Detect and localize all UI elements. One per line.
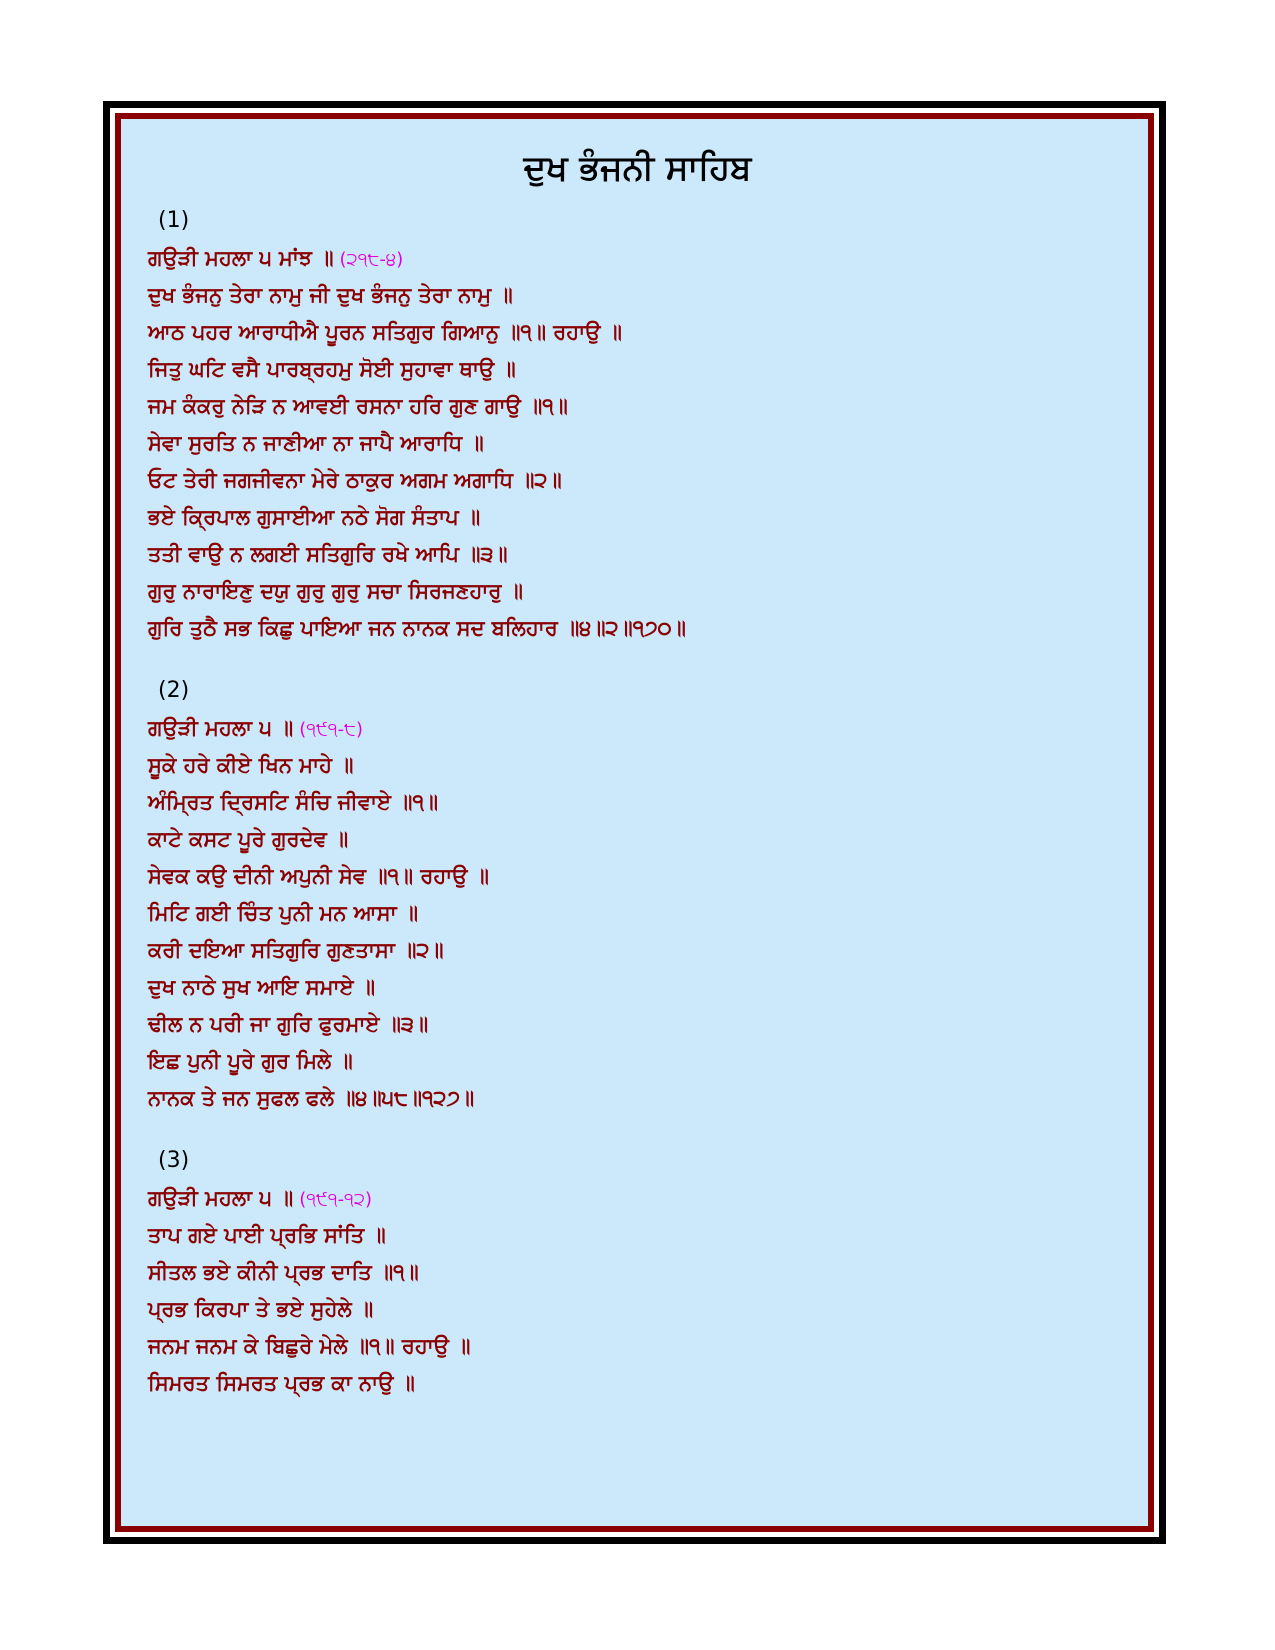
- verse-line: ਅੰਮ੍ਰਿਤ ਦ੍ਰਿਸਟਿ ਸੰਚਿ ਜੀਵਾਏ ॥੧॥: [148, 790, 439, 814]
- verse-line: ਦੁਖ ਨਾਠੇ ਸੁਖ ਆਇ ਸਮਾਏ ॥: [148, 975, 376, 999]
- heading-text: ਗਉੜੀ ਮਹਲਾ ੫ ਮਾਂਝ ॥: [148, 246, 334, 270]
- verse-line: ਜਿਤੁ ਘਟਿ ਵਸੈ ਪਾਰਬ੍ਰਹਮੁ ਸੋਈ ਸੁਹਾਵਾ ਥਾਉ ॥: [148, 357, 516, 381]
- verse-line: ਓਟ ਤੇਰੀ ਜਗਜੀਵਨਾ ਮੇਰੇ ਠਾਕੁਰ ਅਗਮ ਅਗਾਧਿ ॥੨॥: [148, 468, 562, 492]
- verse-line: ਜਮ ਕੰਕਰੁ ਨੇੜਿ ਨ ਆਵਈ ਰਸਨਾ ਹਰਿ ਗੁਣ ਗਾਉ ॥੧॥: [148, 394, 568, 418]
- verse-line: ਪ੍ਰਭ ਕਿਰਪਾ ਤੇ ਭਏ ਸੁਹੇਲੇ ॥: [148, 1297, 374, 1321]
- document-title: ਦੁਖ ਭੰਜਨੀ ਸਾਹਿਬ: [523, 148, 752, 188]
- section-number: (1): [158, 208, 190, 233]
- section-number: (2): [158, 678, 190, 703]
- shabad-section-1: [148, 202, 686, 647]
- verse-line: ਢੀਲ ਨ ਪਰੀ ਜਾ ਗੁਰਿ ਫੁਰਮਾਏ ॥੩॥: [148, 1012, 429, 1036]
- page-reference: (੧੯੧-੧੨): [299, 1189, 373, 1210]
- verse-line: ਸਿਮਰਤ ਸਿਮਰਤ ਪ੍ਰਭ ਕਾ ਨਾਉ ॥: [148, 1371, 415, 1395]
- verse-line: ਗੁਰੁ ਨਾਰਾਇਣੁ ਦਯੁ ਗੁਰੁ ਗੁਰੁ ਸਚਾ ਸਿਰਜਣਹਾਰੁ ॥: [148, 579, 523, 603]
- verse-line: ਸੇਵਕ ਕਉ ਦੀਨੀ ਅਪੁਨੀ ਸੇਵ ॥੧॥ ਰਹਾਉ ॥: [148, 864, 489, 888]
- shabad-heading: [148, 1180, 470, 1217]
- verse-line: ਇਛ ਪੁਨੀ ਪੂਰੇ ਗੁਰ ਮਿਲੇ ॥: [148, 1049, 353, 1073]
- verse-line: ਸੂਕੇ ਹਰੇ ਕੀਏ ਖਿਨ ਮਾਹੇ ॥: [148, 753, 354, 777]
- verse-line: ਦੁਖ ਭੰਜਨੁ ਤੇਰਾ ਨਾਮੁ ਜੀ ਦੁਖ ਭੰਜਨੁ ਤੇਰਾ ਨਾਮੁ ॥: [148, 283, 513, 307]
- section-number: (3): [158, 1148, 190, 1173]
- verse-line: ਜਨਮ ਜਨਮ ਕੇ ਬਿਛੁਰੇ ਮੇਲੇ ॥੧॥ ਰਹਾਉ ॥: [148, 1334, 471, 1358]
- page-reference: (੧੯੧-੮): [299, 719, 363, 740]
- verse-line: ਨਾਨਕ ਤੇ ਜਨ ਸੁਫਲ ਫਲੇ ॥੪॥੫੮॥੧੨੭॥: [148, 1086, 475, 1110]
- shabad-heading: [148, 710, 489, 747]
- shabad-section-3: [148, 1142, 470, 1402]
- verse-line: ਕਾਟੇ ਕਸਟ ਪੂਰੇ ਗੁਰਦੇਵ ॥: [148, 827, 349, 851]
- shabad-heading: [148, 240, 686, 277]
- verse-line: ਮਿਟਿ ਗਈ ਚਿੰਤ ਪੁਨੀ ਮਨ ਆਸਾ ॥: [148, 901, 419, 925]
- verse-line: ਗੁਰਿ ਤੁਠੈ ਸਭ ਕਿਛੁ ਪਾਇਆ ਜਨ ਨਾਨਕ ਸਦ ਬਲਿਹਾਰ ॥੪॥੨॥੧੭੦॥: [148, 616, 686, 640]
- verse-line: ਆਠ ਪਹਰ ਆਰਾਧੀਐ ਪੂਰਨ ਸਤਿਗੁਰ ਗਿਆਨੁ ॥੧॥ ਰਹਾਉ ॥: [148, 320, 622, 344]
- heading-text: ਗਉੜੀ ਮਹਲਾ ੫ ॥: [148, 1186, 294, 1210]
- verse-line: ਤਤੀ ਵਾਉ ਨ ਲਗਈ ਸਤਿਗੁਰਿ ਰਖੇ ਆਪਿ ॥੩॥: [148, 542, 508, 566]
- verse-line: ਤਾਪ ਗਏ ਪਾਈ ਪ੍ਰਭਿ ਸਾਂਤਿ ॥: [148, 1223, 386, 1247]
- page-reference: (੨੧੮-੪): [339, 249, 404, 270]
- verse-line: ਕਰੀ ਦਇਆ ਸਤਿਗੁਰਿ ਗੁਣਤਾਸਾ ॥੨॥: [148, 938, 444, 962]
- verse-line: ਸੀਤਲ ਭਏ ਕੀਨੀ ਪ੍ਰਭ ਦਾਤਿ ॥੧॥: [148, 1260, 419, 1284]
- verse-line: ਸੇਵਾ ਸੁਰਤਿ ਨ ਜਾਣੀਆ ਨਾ ਜਾਪੈ ਆਰਾਧਿ ॥: [148, 431, 484, 455]
- shabad-section-2: [148, 672, 489, 1117]
- verse-line: ਭਏ ਕ੍ਰਿਪਾਲ ਗੁਸਾਈਆ ਨਠੇ ਸੋਗ ਸੰਤਾਪ ॥: [148, 505, 481, 529]
- heading-text: ਗਉੜੀ ਮਹਲਾ ੫ ॥: [148, 716, 294, 740]
